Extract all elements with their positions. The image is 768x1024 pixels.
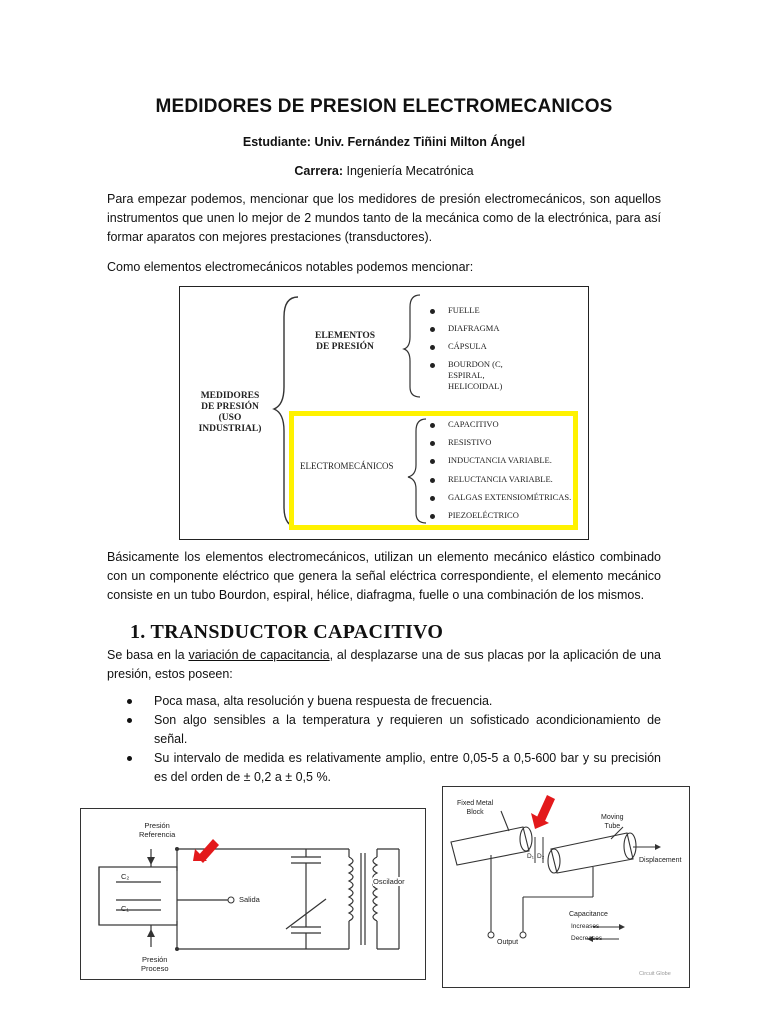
elements-intro: Como elementos electromecánicos notables podemos mencionar: xyxy=(107,260,474,274)
item-capacitivo: CAPACITIVO xyxy=(448,419,499,429)
career-name: Ingeniería Mecatrónica xyxy=(346,164,474,178)
transducer-drawing xyxy=(443,787,689,987)
feature-list xyxy=(127,692,661,787)
circuit-drawing xyxy=(81,809,425,979)
label-oscillator: Oscilador xyxy=(373,877,405,886)
label-reference-pressure: Presión Referencia xyxy=(139,821,176,839)
item-reluctancia: RELUCTANCIA VARIABLE. xyxy=(448,474,553,484)
label-output: Output xyxy=(497,939,519,946)
career-line xyxy=(0,164,768,178)
item-piezoelectrico: PIEZOELÉCTRICO xyxy=(448,510,519,520)
intro-paragraph: Para empezar podemos, mencionar que los medidores de presión electromecánicos, son aquellos instrumentos que unen lo mejor de 2 mundos tanto de la mecánica como de la electrónica, para así formar aparatos con mejores prestaciones (transductores). xyxy=(107,192,661,244)
student-name: Univ. Fernández Tiñini Milton Ángel xyxy=(314,135,526,149)
label-d2: D₂ xyxy=(537,853,545,860)
career-label: Carrera: xyxy=(294,164,343,178)
item-bourdon: BOURDON (C, ESPIRAL, HELICOIDAL) xyxy=(448,359,503,391)
item-diafragma: DIAFRAGMA xyxy=(448,323,500,333)
list-item: Su intervalo de medida es relativamente amplio, entre 0,05-5 a 0,5-600 bar y su precisión es del orden de ± 0,2 a ± 0,5 %. xyxy=(127,749,661,787)
label-c2: C₂ xyxy=(121,872,130,881)
label-process-pressure: Presión Proceso xyxy=(141,955,169,973)
label-increases: Increases xyxy=(571,923,600,930)
item-galgas: GALGAS EXTENSIOMÉTRICAS. xyxy=(448,492,572,502)
item-fuelle: FUELLE xyxy=(448,305,480,315)
capacitive-transducer-figure xyxy=(442,786,690,988)
item-resistivo: RESISTIVO xyxy=(448,437,492,447)
label-d1: D₁ xyxy=(527,853,534,860)
group-electromechanical: ELECTROMECÁNICOS xyxy=(300,461,394,471)
label-output: Salida xyxy=(239,895,260,904)
label-capacitance: Capacitance xyxy=(569,911,608,918)
section-intro: Se basa en la variación de capacitancia, al desplazarse una de sus placas por la aplicación de una presión, estos poseen: xyxy=(107,648,662,681)
capacitance-variation-link: variación de capacitancia xyxy=(188,648,330,662)
classification-diagram xyxy=(179,286,589,540)
page-title: MEDIDORES DE PRESION ELECTROMECANICOS xyxy=(155,96,613,117)
list-item: Poca masa, alta resolución y buena respuesta de frecuencia. xyxy=(127,692,661,711)
section-heading: 1. TRANSDUCTOR CAPACITIVO xyxy=(130,621,444,643)
label-moving-tube: Moving Tube xyxy=(601,814,624,830)
diagram-root: MEDIDORES DE PRESIÓN (USO INDUSTRIAL) xyxy=(198,391,262,434)
item-inductancia: INDUCTANCIA VARIABLE. xyxy=(448,455,552,465)
capacitive-circuit-figure xyxy=(80,808,426,980)
student-line xyxy=(0,135,768,149)
item-capsula: CÁPSULA xyxy=(448,341,487,351)
group-pressure-elements: ELEMENTOS DE PRESIÓN xyxy=(314,331,375,352)
label-fixed-block: Fixed Metal Block xyxy=(457,800,494,816)
student-label: Estudiante: xyxy=(242,135,311,149)
basic-paragraph: Básicamente los elementos electromecánicos, utilizan un elemento mecánico elástico combinado con un componente eléctrico que genera la señal eléctrica correspondiente, el elemento mecánico consiste en un tubo Bourdon, espiral, hélice, diafragma, fuelle o una combinación de los mismos. xyxy=(107,550,661,602)
label-c1: C₁ xyxy=(121,904,129,913)
list-item: Son algo sensibles a la temperatura y requieren un sofisticado acondicionamiento de señal. xyxy=(127,711,661,749)
label-displacement: Displacement xyxy=(639,857,682,864)
watermark: Circuit Globe xyxy=(639,971,671,977)
label-decreases: Decreases xyxy=(571,935,603,942)
